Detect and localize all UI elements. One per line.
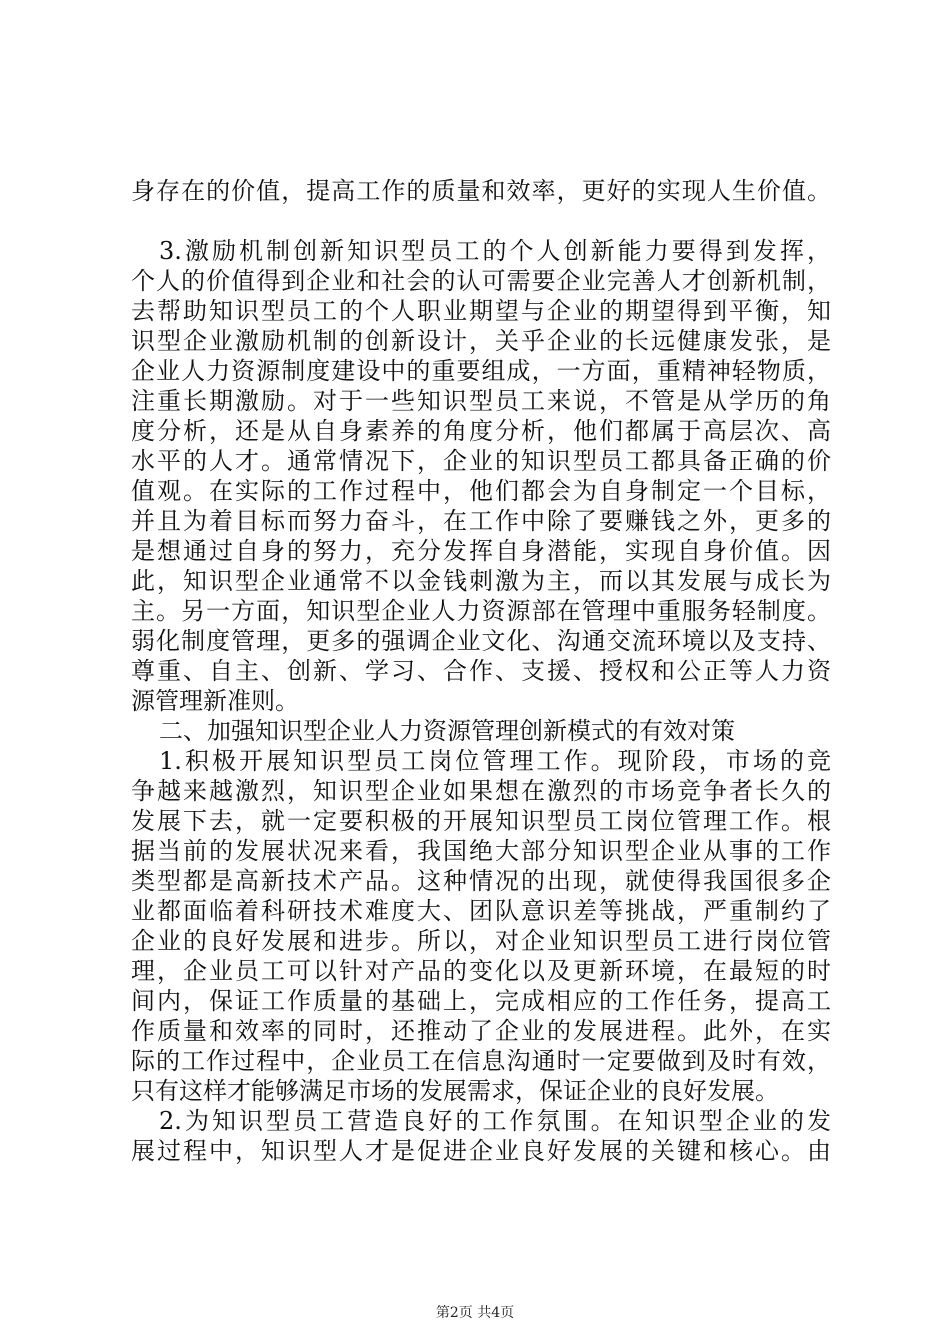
body-line: 主。另一方面，知识型企业人力资源部在管理中重服务轻制度。 <box>131 597 831 625</box>
body-line: 度分析，还是从自身素养的角度分析，他们都属于高层次、高 <box>131 417 831 445</box>
body-line: 展过程中，知识型人才是促进企业良好发展的关键和核心。由 <box>131 1137 831 1165</box>
body-line: 只有这样才能够满足市场的发展需求，保证企业的良好发展。 <box>131 1077 779 1105</box>
body-line: 身存在的价值，提高工作的质量和效率，更好的实现人生价值。 <box>131 177 831 205</box>
paragraph-first-line: 1.积极开展知识型员工岗位管理工作。现阶段，市场的竞 <box>159 747 831 775</box>
body-line: 际的工作过程中，企业员工在信息沟通时一定要做到及时有效， <box>131 1047 831 1075</box>
body-line: 企业的良好发展和进步。所以，对企业知识型员工进行岗位管 <box>131 927 831 955</box>
section-heading: 二、加强知识型企业人力资源管理创新模式的有效对策 <box>159 717 735 745</box>
body-line: 此，知识型企业通常不以金钱刺激为主，而以其发展与成长为 <box>131 567 831 595</box>
body-line: 注重长期激励。对于一些知识型员工来说，不管是从学历的角 <box>131 387 831 415</box>
body-line: 企业人力资源制度建设中的重要组成，一方面，重精神轻物质， <box>131 357 831 385</box>
body-line: 弱化制度管理，更多的强调企业文化、沟通交流环境以及支持、 <box>131 627 831 655</box>
body-line: 理，企业员工可以针对产品的变化以及更新环境，在最短的时 <box>131 957 831 985</box>
body-line: 去帮助知识型员工的个人职业期望与企业的期望得到平衡，知 <box>131 297 831 325</box>
body-line: 类型都是高新技术产品。这种情况的出现，就使得我国很多企 <box>131 867 831 895</box>
body-line: 水平的人才。通常情况下，企业的知识型员工都具备正确的价 <box>131 447 831 475</box>
body-line: 发展下去，就一定要积极的开展知识型员工岗位管理工作。根 <box>131 807 831 835</box>
body-line: 识型企业激励机制的创新设计，关乎企业的长远健康发张，是 <box>131 327 831 355</box>
body-line: 间内，保证工作质量的基础上，完成相应的工作任务，提高工 <box>131 987 831 1015</box>
body-line: 并且为着目标而努力奋斗，在工作中除了要赚钱之外，更多的 <box>131 507 831 535</box>
body-line: 值观。在实际的工作过程中，他们都会为自身制定一个目标， <box>131 477 831 505</box>
body-line: 个人的价值得到企业和社会的认可需要企业完善人才创新机制， <box>131 267 831 295</box>
page-number-footer: 第2页 共4页 <box>435 1305 515 1321</box>
body-line: 源管理新准则。 <box>131 687 299 715</box>
paragraph-first-line: 3.激励机制创新知识型员工的个人创新能力要得到发挥， <box>159 237 831 265</box>
body-line: 争越来越激烈，知识型企业如果想在激烈的市场竞争者长久的 <box>131 777 831 805</box>
body-line: 据当前的发展状况来看，我国绝大部分知识型企业从事的工作 <box>131 837 831 865</box>
body-line: 业都面临着科研技术难度大、团队意识差等挑战，严重制约了 <box>131 897 831 925</box>
paragraph-first-line: 2.为知识型员工营造良好的工作氛围。在知识型企业的发 <box>159 1107 831 1135</box>
body-line: 作质量和效率的同时，还推动了企业的发展进程。此外，在实 <box>131 1017 831 1045</box>
body-line: 尊重、自主、创新、学习、合作、支援、授权和公正等人力资 <box>131 657 831 685</box>
body-line: 是想通过自身的努力，充分发挥自身潜能，实现自身价值。因 <box>131 537 831 565</box>
